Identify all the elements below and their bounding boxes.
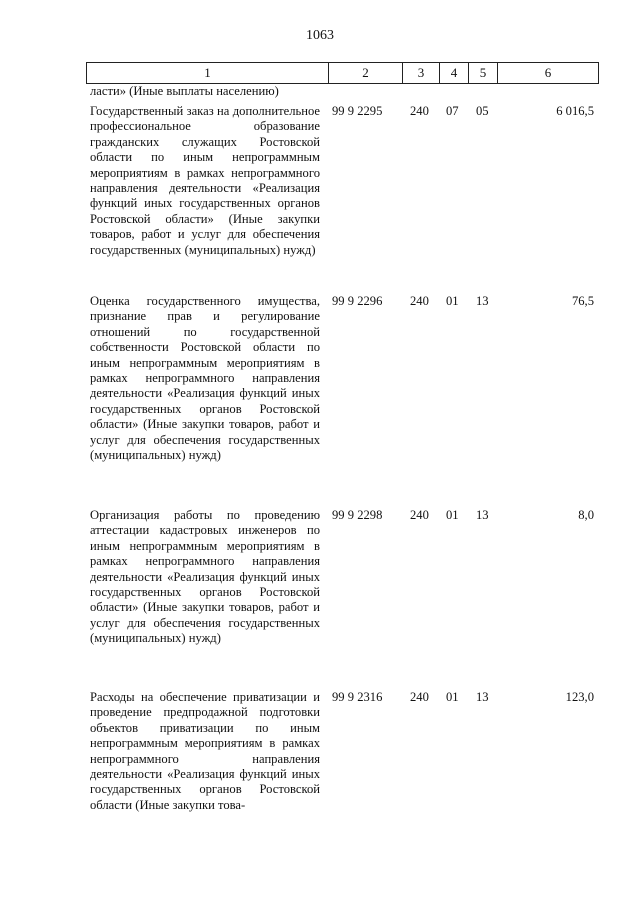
- row-subsection: 13: [476, 294, 489, 308]
- row-amount: 123,0: [565, 690, 594, 704]
- table-row: [0, 508, 640, 690]
- row-amount: 76,5: [571, 294, 594, 308]
- column-header-row: [86, 62, 599, 84]
- row-target-code: 99 9 2316: [332, 690, 383, 704]
- row-expense-type: 240: [410, 690, 429, 704]
- row-expense-type: 240: [410, 508, 429, 522]
- row-expense-type: 240: [410, 294, 429, 308]
- header-col-5: 5: [469, 63, 498, 84]
- header-col-3: 3: [403, 63, 440, 84]
- row-description: Оценка государственного имущества, признание прав и регулирование отношений по государственной собственности Ростовской области по иным непрограммным мероприятиям в рамках непрограммного направления деятельности «Реализация функций иных государственных органов Ростовской области» (Иные закупки товаров, работ и услуг для обеспечения государственных (муниципальных) нужд): [90, 294, 320, 463]
- row-description: Государственный заказ на дополнительное профессиональное образование гражданских служащих Ростовской области по иным непрограммным мероприятиям в рамках непрограммного направления деятельности «Реализация функций иных государственных органов Ростовской области» (Иные закупки товаров, работ и услуг для обеспечения государственных (муниципальных) нужд): [90, 104, 320, 257]
- continuation-row: [0, 84, 640, 104]
- row-amount: 6 016,5: [556, 104, 594, 118]
- page-number: 1063: [306, 28, 334, 43]
- row-target-code: 99 9 2298: [332, 508, 383, 522]
- row-description: ласти» (Иные выплаты населению): [90, 84, 279, 98]
- table-row: [0, 104, 640, 294]
- row-section: 01: [446, 690, 459, 704]
- row-subsection: 13: [476, 508, 489, 522]
- row-section: 01: [446, 294, 459, 308]
- budget-table-body: [0, 84, 640, 850]
- table-row: [0, 690, 640, 850]
- row-description: Расходы на обеспечение приватизации и проведение предпродажной подготовки объектов приватизации по иным непрограммным мероприятиям в рамках непрограммного направления деятельности «Реализация функций иных государственных органов Ростовской области (Иные закупки това-: [90, 690, 320, 812]
- header-col-1: 1: [87, 63, 329, 84]
- row-subsection: 05: [476, 104, 489, 118]
- row-expense-type: 240: [410, 104, 429, 118]
- row-subsection: 13: [476, 690, 489, 704]
- header-col-2: 2: [329, 63, 403, 84]
- row-amount: 8,0: [578, 508, 594, 522]
- row-section: 07: [446, 104, 459, 118]
- row-target-code: 99 9 2296: [332, 294, 383, 308]
- table-row: [0, 294, 640, 508]
- row-target-code: 99 9 2295: [332, 104, 383, 118]
- row-section: 01: [446, 508, 459, 522]
- header-col-6: 6: [498, 63, 599, 84]
- header-col-4: 4: [440, 63, 469, 84]
- row-description: Организация работы по проведению аттестации кадастровых инженеров по иным непрограммным мероприятиям в рамках непрограммного направления деятельности «Реализация функций иных государственных органов Ростовской области» (Иные закупки товаров, работ и услуг для обеспечения государственных (муниципальных) нужд): [90, 508, 320, 646]
